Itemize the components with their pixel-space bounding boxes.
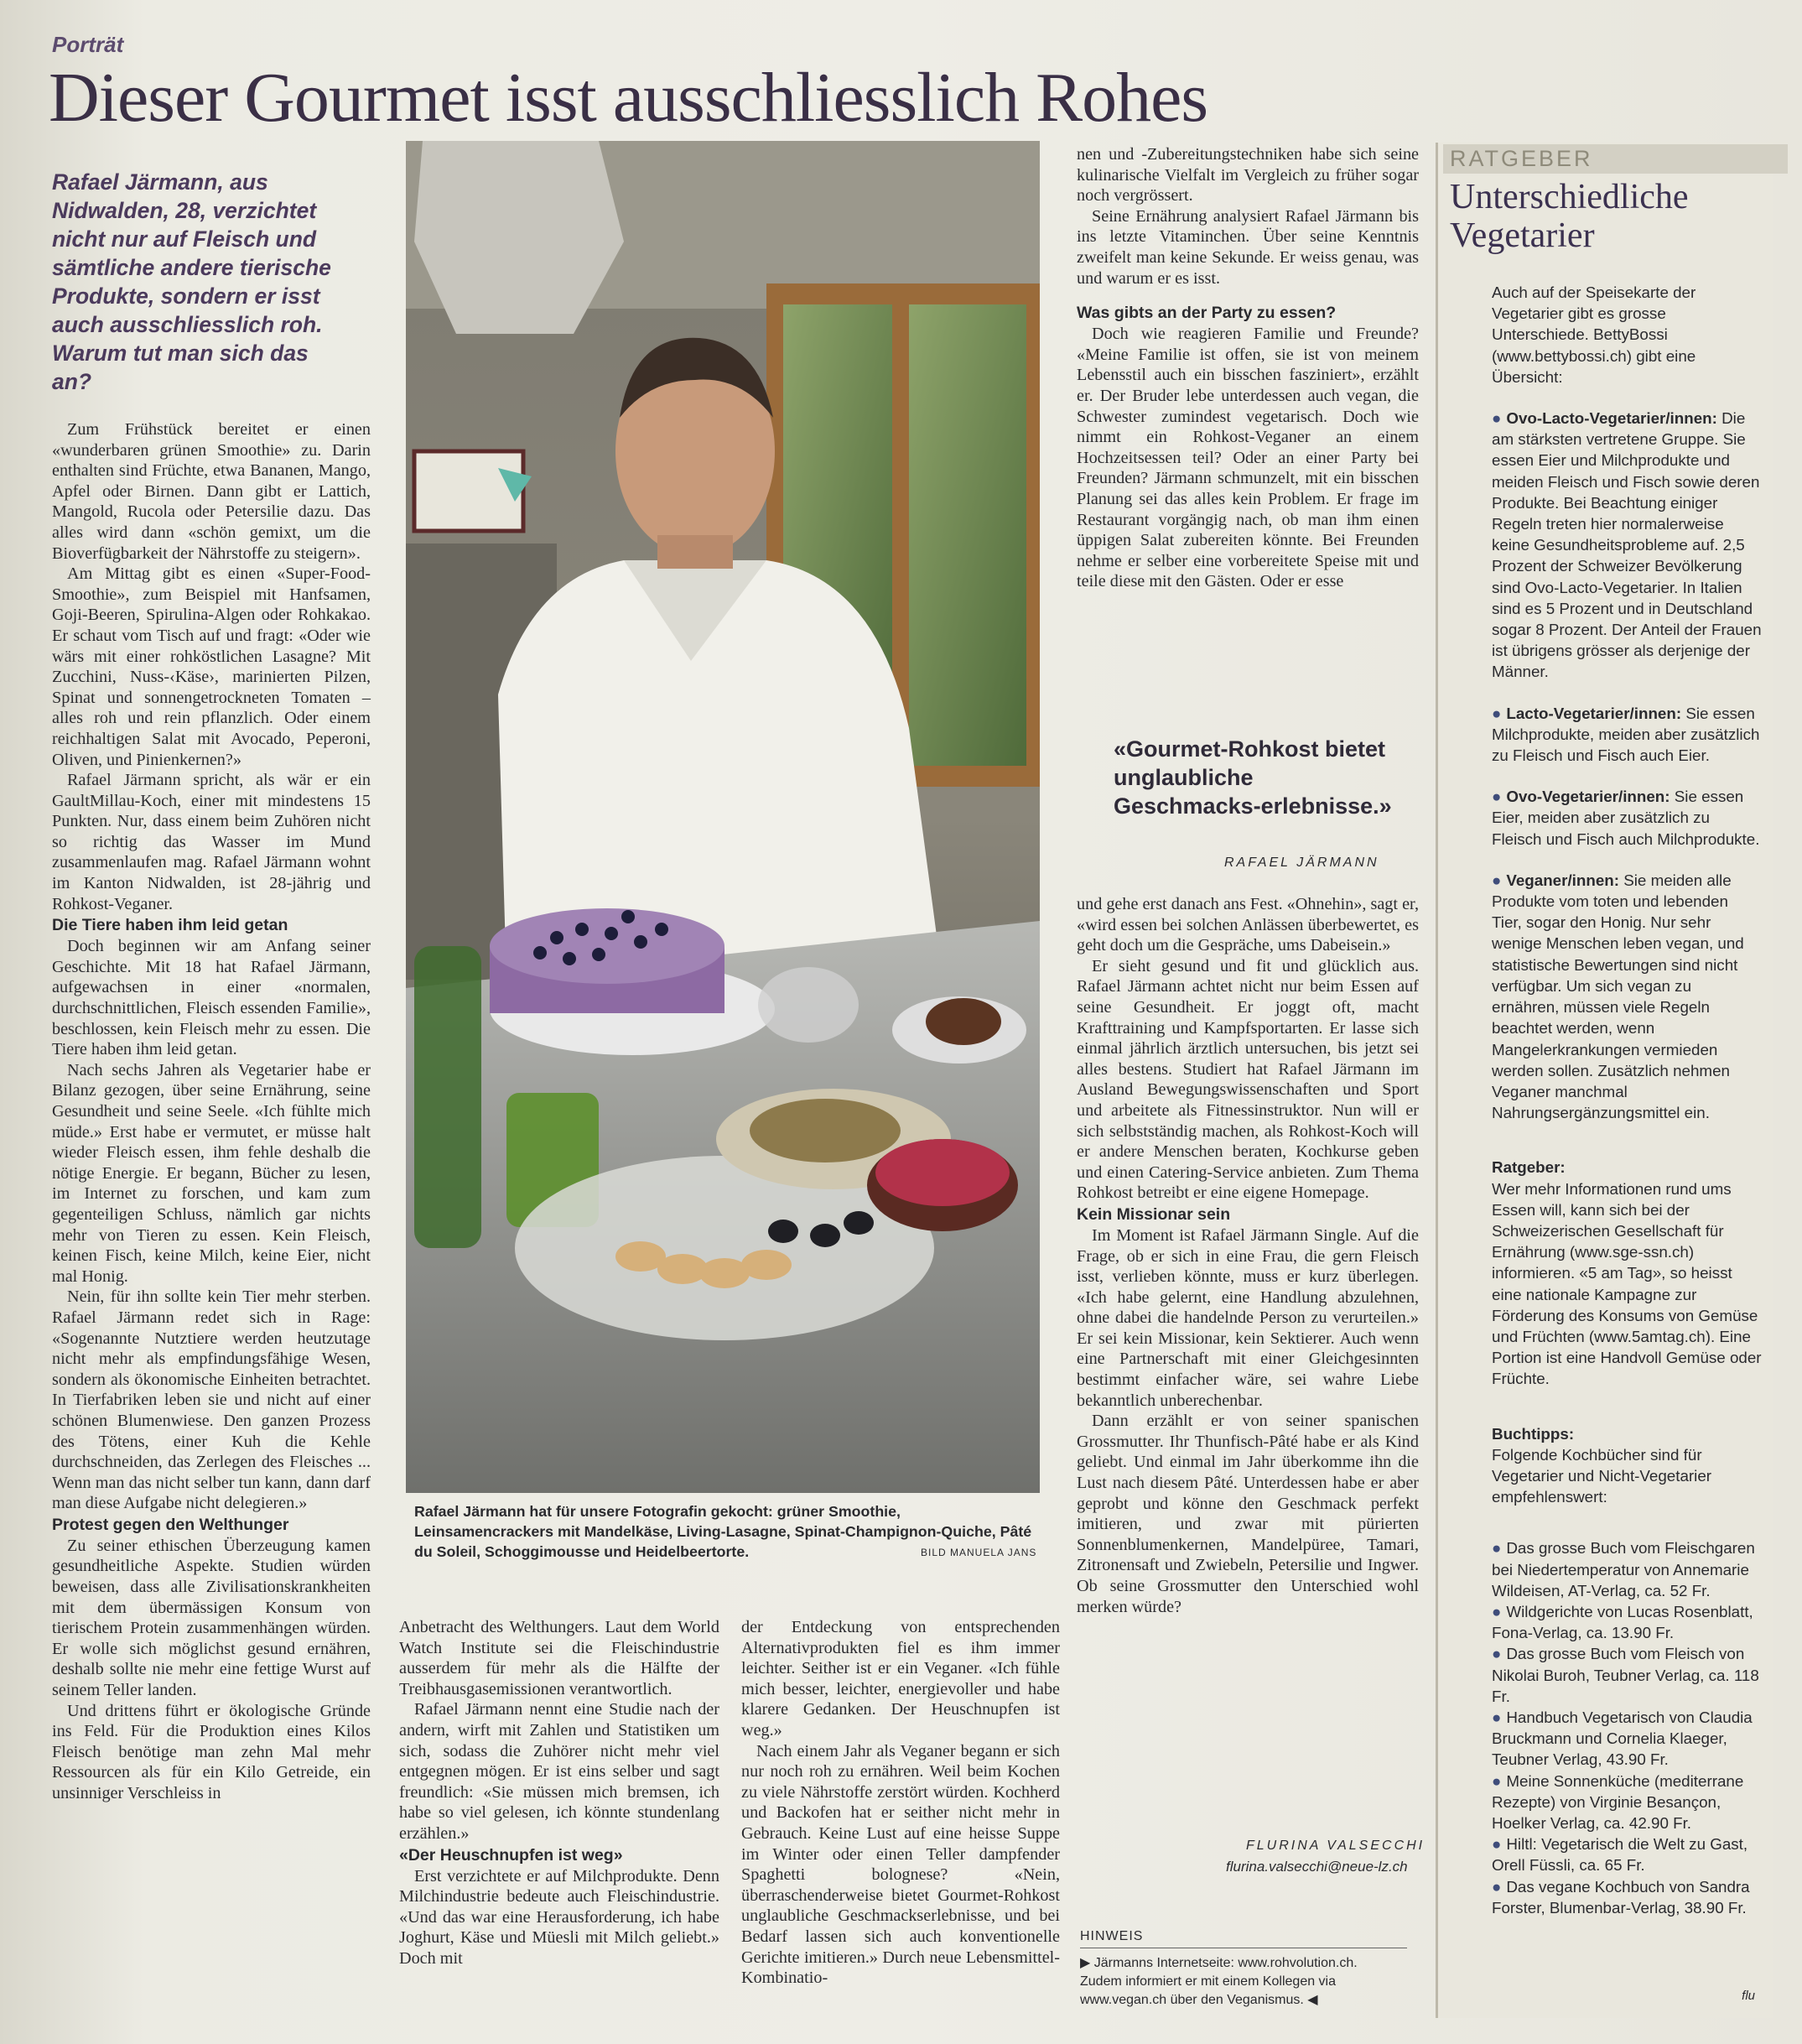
sidebar-item xyxy=(1492,703,1762,767)
paragraph: Erst verzichtete er auf Milchprodukte. Denn Milchindustrie bedeute auch Fleischindustrie. «Und das war eine Herausforderung, ich habe Joghurt, Käse und Müesli mit Milch geliebt.» Doch mit xyxy=(399,1866,719,1968)
sidebar-item-term: ● Ovo-Vegetarier/innen: xyxy=(1492,788,1670,805)
hinweis-text: ▶ Järmanns Internetseite: www.rohvolution.ch. Zudem informiert er mit einem Kollegen via www.vegan.ch über den Veganismus. ◀ xyxy=(1080,1956,1358,2007)
column-4-top xyxy=(1077,144,1419,592)
paragraph: Rafael Järmann nennt eine Studie nach der andern, wirft mit Zahlen und Statistiken um sich, sodass die Zuhörer nicht mehr viel entgegnen mögen. Er ist eins selber und sagt freundlich: «Sie müssen mich bremsen, ich habe so viel gelesen, ich könnte stundenlang erzählen.» xyxy=(399,1700,719,1843)
book-item: ● Das vegane Kochbuch von Sandra Forster, Blumenbar-Verlag, 38.90 Fr. xyxy=(1492,1876,1762,1918)
book-item: ● Hiltl: Vegetarisch die Welt zu Gast, Orell Füssli, ca. 65 Fr. xyxy=(1492,1833,1762,1875)
paragraph: Am Mittag gibt es einen «Super-Food-Smoothie», zum Beispiel mit Hanfsamen, Goji-Beeren, Spirulina-Algen oder Rohkakao. Er schaut vom Tisch auf und fragt: «Oder wie wärs mit einer rohköstlichen Lasagne? Mit Zucchini, Nuss-‹Käse›, marinierten Pilzen, Spinat und sonnengetrockneten Tomaten – alles roh und rein pflanzlich. Oder einem reichhaltigen Salat mit Avocado, Peperoni, Oliven, und Pinienkernen?» xyxy=(52,564,371,769)
ratgeber-text: Wer mehr Informationen rund ums Essen will, kann sich bei der Schweizerischen Gesellschaft für Ernährung (www.sge-ssn.ch) informieren. «5 am Tag», so heisst eine nationale Kampagne zur Förderung des Konsums von Gemüse und Früchten (www.5amtag.ch). Eine Portion ist eine Handvoll Gemüse oder Früchte. xyxy=(1492,1179,1762,1388)
headline: Dieser Gourmet isst ausschliesslich Rohes xyxy=(49,59,1208,137)
sidebar-item-text: Die am stärksten vertretene Gruppe. Sie essen Eier und Milchprodukte und meiden Fleisch und Fisch sowie deren Produkte. Bei Beachtung einiger Regeln treten hier normalerweise keine Gesundheitsprobleme auf. 2,5 Prozent der Schweizer Bevölkerung sind Ovo-Lacto-Vegetarier. In Italien sind es 5 Prozent und in Deutschland sogar 8 Prozent. Der Anteil der Frauen ist übrigens grösser als derjenige der Männer. xyxy=(1492,409,1762,681)
paragraph: Nach einem Jahr als Veganer begann er sich nur noch roh zu ernähren. Weil beim Kochen zu viele Nährstoffe zerstört würden. Kochherd und Backofen hat er seither nicht mehr in Gebrauch. Keine Lust auf eine heisse Suppe im Winter oder einen Teller dampfender Spaghetti bolognese? «Nein, überraschenderweise bietet Gourmet-Rohkost unglaubliche Geschmackserlebnisse, und bei Bedarf lassen sich auch konventionelle Gerichte imitieren.» Durch neue Lebensmittel-Kombinatio- xyxy=(741,1741,1060,1988)
subheading: Was gibts an der Party zu essen? xyxy=(1077,304,1337,323)
paragraph: Anbetracht des Welthungers. Laut dem World Watch Institute sei die Fleischindustrie ausserdem für mehr als die Hälfte der Treibhausgasemissionen verantwortlich. xyxy=(399,1618,719,1698)
subheading: «Der Heuschnupfen ist weg» xyxy=(399,1845,623,1865)
sidebar-item-term: ● Ovo-Lacto-Vegetarier/innen: xyxy=(1492,409,1717,427)
author-email: flurina.valsecchi@neue-lz.ch xyxy=(1226,1859,1408,1875)
lead-paragraph: Rafael Järmann, aus Nidwalden, 28, verzichtet nicht nur auf Fleisch und sämtliche andere tierische Produkte, sondern er isst auch ausschliesslich roh. Warum tut man sich das an? xyxy=(52,169,331,394)
pull-quote: «Gourmet-Rohkost bietet unglaubliche Geschmacks-erlebnisse.» xyxy=(1114,736,1392,819)
paragraph: Nein, für ihn sollte kein Tier mehr sterben. Rafael Järmann redet sich in Rage: «Sogenannte Nutztiere werden heutzutage nicht mehr als empfindungsfähige Wesen, sondern als ökonomische Einheiten betrachtet. In Tierfabriken leben sie und nicht auf einer schönen Blumenwiese. Den ganzen Prozess des Tötens, einer Kuh die Kehle durchschneiden, das Zerlegen des Fleisches ... Wenn man das nicht selber tun kann, dann darf man diese Aufgabe nicht delegieren.» xyxy=(52,1287,371,1513)
paragraph: Zu seiner ethischen Überzeugung kamen gesundheitliche Aspekte. Studien würden beweisen, dass alle Zivilisationskrankheiten mit dem übermässigen Konsum von tierischem Protein zusammenhängen würden. Er wolle sich möglichst gesund ernähren, deshalb sollte nie mehr eine fettige Wurst auf seinem Teller landen. xyxy=(52,1536,371,1700)
column-1 xyxy=(52,419,371,1804)
paragraph: nen und -Zubereitungstechniken habe sich seine kulinarische Vielfalt im Vergleich zu früher sogar noch vergrössert. xyxy=(1077,145,1419,205)
column-4-bottom xyxy=(1077,894,1419,1617)
sidebar-label: RATGEBER xyxy=(1443,144,1788,174)
photo-caption: Rafael Järmann hat für unsere Fotografin gekocht: grüner Smoothie, Leinsamencrackers mit Mandelkäse, Living-Lasagne, Spinat-Champignon-Quiche, Pâté du Soleil, Schoggimousse und Heidelbeertorte. xyxy=(414,1503,1032,1560)
ratgeber-sidebar xyxy=(1436,143,1773,2018)
book-item: ● Handbuch Vegetarisch von Claudia Bruckmann und Cornelia Klaeger, Teubner Verlag, 43.90 Fr. xyxy=(1492,1707,1762,1771)
paragraph: Nach sechs Jahren als Vegetarier habe er Bilanz gezogen, über seine Ernährung, seine Gesundheit und seine Seele. «Ich fühlte mich müde.» Erst habe er vermutet, er müsse halt wieder Fleisch essen, ihm fehle deshalb die nötige Energie. Er begann, Bücher zu lesen, im Internet zu forschen, und kam zum gegenteiligen Schluss, nämlich gar nichts mehr von Tieren zu essen. Kein Fleisch, keinen Fisch, keine Milch, keine Eier, nicht mal Honig. xyxy=(52,1060,371,1286)
book-item: ● Meine Sonnenküche (mediterrane Rezepte) von Virginie Besançon, Hoelker Verlag, ca. 42.90 Fr. xyxy=(1492,1771,1762,1834)
sidebar-item-text: Sie essen Eier, meiden aber zusätzlich zu Fleisch und Fisch auch Milchprodukte. xyxy=(1492,788,1760,848)
column-2 xyxy=(399,1617,719,1969)
paragraph: der Entdeckung von entsprechenden Alternativprodukten fiel es ihm immer leichter. Seither ist er ein Veganer. «Ich fühle mich besser, leichter, energievoller und habe klarere Gedanken. Der Heuschnupfen ist weg.» xyxy=(741,1618,1060,1740)
book-item: ● Wildgerichte von Lucas Rosenblatt, Fona-Verlag, ca. 13.90 Fr. xyxy=(1492,1601,1762,1643)
subheading: Kein Missionar sein xyxy=(1077,1204,1231,1224)
paragraph: Seine Ernährung analysiert Rafael Järmann bis ins letzte Vitaminchen. Über seine Kenntnis zweifelt man keine Sekunde. Er weiss genau, was und warum er es isst. xyxy=(1077,206,1419,288)
subheading: Protest gegen den Welthunger xyxy=(52,1515,289,1534)
paragraph: Doch wie reagieren Familie und Freunde? «Meine Familie ist offen, sie ist von meinem Lebensstil auch ein bisschen fasziniert», erzählt er. Der Bruder lebe unterdessen auch vegan, die Schwester zumindest vegetarisch. Doch wie nimmt ein Rohkost-Veganer an einem Hochzeitsessen teil? Oder an einer Party bei Freunden? Järmann schmunzelt, mit ein bisschen Planung sei das alles kein Problem. Er frage im Restaurant vorgängig nach, ob man ihm einen üppigen Salat zubereiten könnte. Bei Freunden nehme er selber eine vorbereitete Speise mit und teile diese mit den Gästen. Oder er esse xyxy=(1077,325,1419,591)
author-name: FLURINA VALSECCHI xyxy=(1246,1839,1426,1853)
sidebar-item-term: ● Lacto-Vegetarier/innen: xyxy=(1492,705,1681,722)
kicker: Porträt xyxy=(52,32,124,57)
paragraph: Und drittens führt er ökologische Gründe ins Feld. Für die Produktion eines Kilos Fleisch benötige man zehn Mal mehr Ressourcen als für ein Kilo Getreide, ein unsinniger Verschleiss in xyxy=(52,1701,371,1802)
photo-credit: BILD MANUELA JANS xyxy=(921,1547,1037,1558)
sidebar-item-text: Sie meiden alle Produkte vom toten und lebenden Tier, sogar den Honig. Nur sehr wenige Menschen leben vegan, und statistische Bewertungen sind nicht verfügbar. Um sich vegan zu ernähren, müssen viele Regeln beachtet werden, wenn Mangelerkrankungen vermieden werden sollen. Zusätzlich nehmen Veganer manchmal Nahrungsergänzungsmittel ein. xyxy=(1492,871,1744,1122)
paragraph: Im Moment ist Rafael Järmann Single. Auf die Frage, ob er sich in eine Frau, die gern Fleisch isst, verlieben könnte, muss er kurz überlegen. «Ich habe gelernt, eine Handlung abzulehnen, ohne dabei die handelnde Person zu verurteilen.» Er sei kein Missionar, kein Sektierer. Auch wenn eine Partnerschaft mit einer Gleichgesinnten bestimmt einfacher wäre, sei wahre Liebe bekanntlich unberechenbar. xyxy=(1077,1225,1419,1410)
sidebar-item xyxy=(1492,786,1762,850)
book-item: ● Das grosse Buch vom Fleischgaren bei Niedertemperatur von Annemarie Wildeisen, AT-Verlag, ca. 52 Fr. xyxy=(1492,1537,1762,1601)
paragraph: Doch beginnen wir am Anfang seiner Geschichte. Mit 18 hat Rafael Järmann, aufgewachsen in einer «normalen, durchschnittlichen, Fleisch essenden Familie», beschlossen, kein Fleisch mehr zu essen. Die Tiere haben ihm leid getan. xyxy=(52,937,371,1059)
sidebar-item xyxy=(1492,870,1762,1123)
pull-quote-author: RAFAEL JÄRMANN xyxy=(1224,856,1379,870)
book-item: ● Das grosse Buch vom Fleisch von Nikolai Buroh, Teubner Verlag, ca. 118 Fr. xyxy=(1492,1643,1762,1707)
sidebar-signature: flu xyxy=(1742,1989,1755,2003)
paragraph: Zum Frühstück bereitet er einen «wunderbaren grünen Smoothie» zu. Darin enthalten sind Früchte, etwa Bananen, Mango, Apfel oder Birnen. Dann gibt er Lattich, Mangold, Rucola oder Petersilie dazu. Das alles wird dann «schön gemixt, um die Bioverfügbarkeit der Nährstoffe zu steigern». xyxy=(52,420,371,563)
paragraph: und gehe erst danach ans Fest. «Ohnehin», sagt er, «wird essen bei solchen Anlässen überbewertet, es geht doch um die Gespräche, ums Dabeisein.» xyxy=(1077,895,1419,955)
sidebar-intro: Auch auf der Speisekarte der Vegetarier gibt es grosse Unterschiede. BettyBossi (www.bettybossi.ch) gibt eine Übersicht: xyxy=(1492,283,1696,386)
subheading: Die Tiere haben ihm leid getan xyxy=(52,916,288,935)
paragraph: Rafael Järmann spricht, als wär er ein GaultMillau-Koch, einer mit mindestens 15 Punkten. Nur, dass einem beim Zuhören nicht so richtig das Wasser im Mund zusammenlaufen mag. Rafael Järmann wohnt im Kanton Nidwalden, ist 28-jährig und Rohkost-Veganer. xyxy=(52,771,371,913)
paragraph: Er sieht gesund und fit und glücklich aus. Rafael Järmann achtet nicht nur beim Essen auf seine Gesundheit. Er joggt oft, macht Krafttraining und Kampfsportarten. Er lasse sich einmal jährlich ärztlich untersuchen, bis jetzt sei alles bestens. Studiert hat Rafael Järmann im Ausland Bewegungswissenschaften und Sport und arbeitete als Fitnessinstruktor. Nun will er sich selbstständig machen, als Rohkost-Koch will er andere Menschen beraten, Kochkurse geben und einen Catering-Service anbieten. Zum Thema Rohkost betreibt er eine eigene Homepage. xyxy=(1077,956,1419,1203)
sidebar-title: Unterschiedliche Vegetarier xyxy=(1450,178,1689,255)
chef-photo-illustration xyxy=(406,141,1040,1493)
sidebar-item-term: ● Veganer/innen: xyxy=(1492,871,1619,889)
hinweis-title: HINWEIS xyxy=(1080,1929,1144,1943)
column-3 xyxy=(741,1617,1060,1989)
sidebar-item xyxy=(1492,408,1762,683)
sidebar-item-text: Sie essen Milchprodukte, meiden aber zusätzlich zu Fleisch und Fisch auch Eier. xyxy=(1492,704,1760,765)
buchtipps-subtitle: Buchtipps: xyxy=(1492,1424,1575,1443)
sidebar-body xyxy=(1492,282,1762,1918)
ratgeber-subtitle: Ratgeber: xyxy=(1492,1158,1566,1177)
chef-photo xyxy=(406,141,1040,1493)
buchtipps-intro: Folgende Kochbücher sind für Vegetarier und Nicht-Vegetarier empfehlenswert: xyxy=(1492,1445,1712,1506)
paragraph: Dann erzählt er von seiner spanischen Grossmutter. Ihr Thunfisch-Pâté habe er als Kind geliebt. Und einmal im Jahr überkomme ihn die Lust nach diesem Pâté. Unterdessen habe er aber geprobt und könne den Geschmack perfekt imitieren, und zwar mit pürierten Sonnenblumenkernen, Mandelpüree, Tamari, Zitronensaft und Zwiebeln, Petersilie und Ingwer. Ob seine Grossmutter den Unterschied wohl merken würde? xyxy=(1077,1412,1419,1616)
